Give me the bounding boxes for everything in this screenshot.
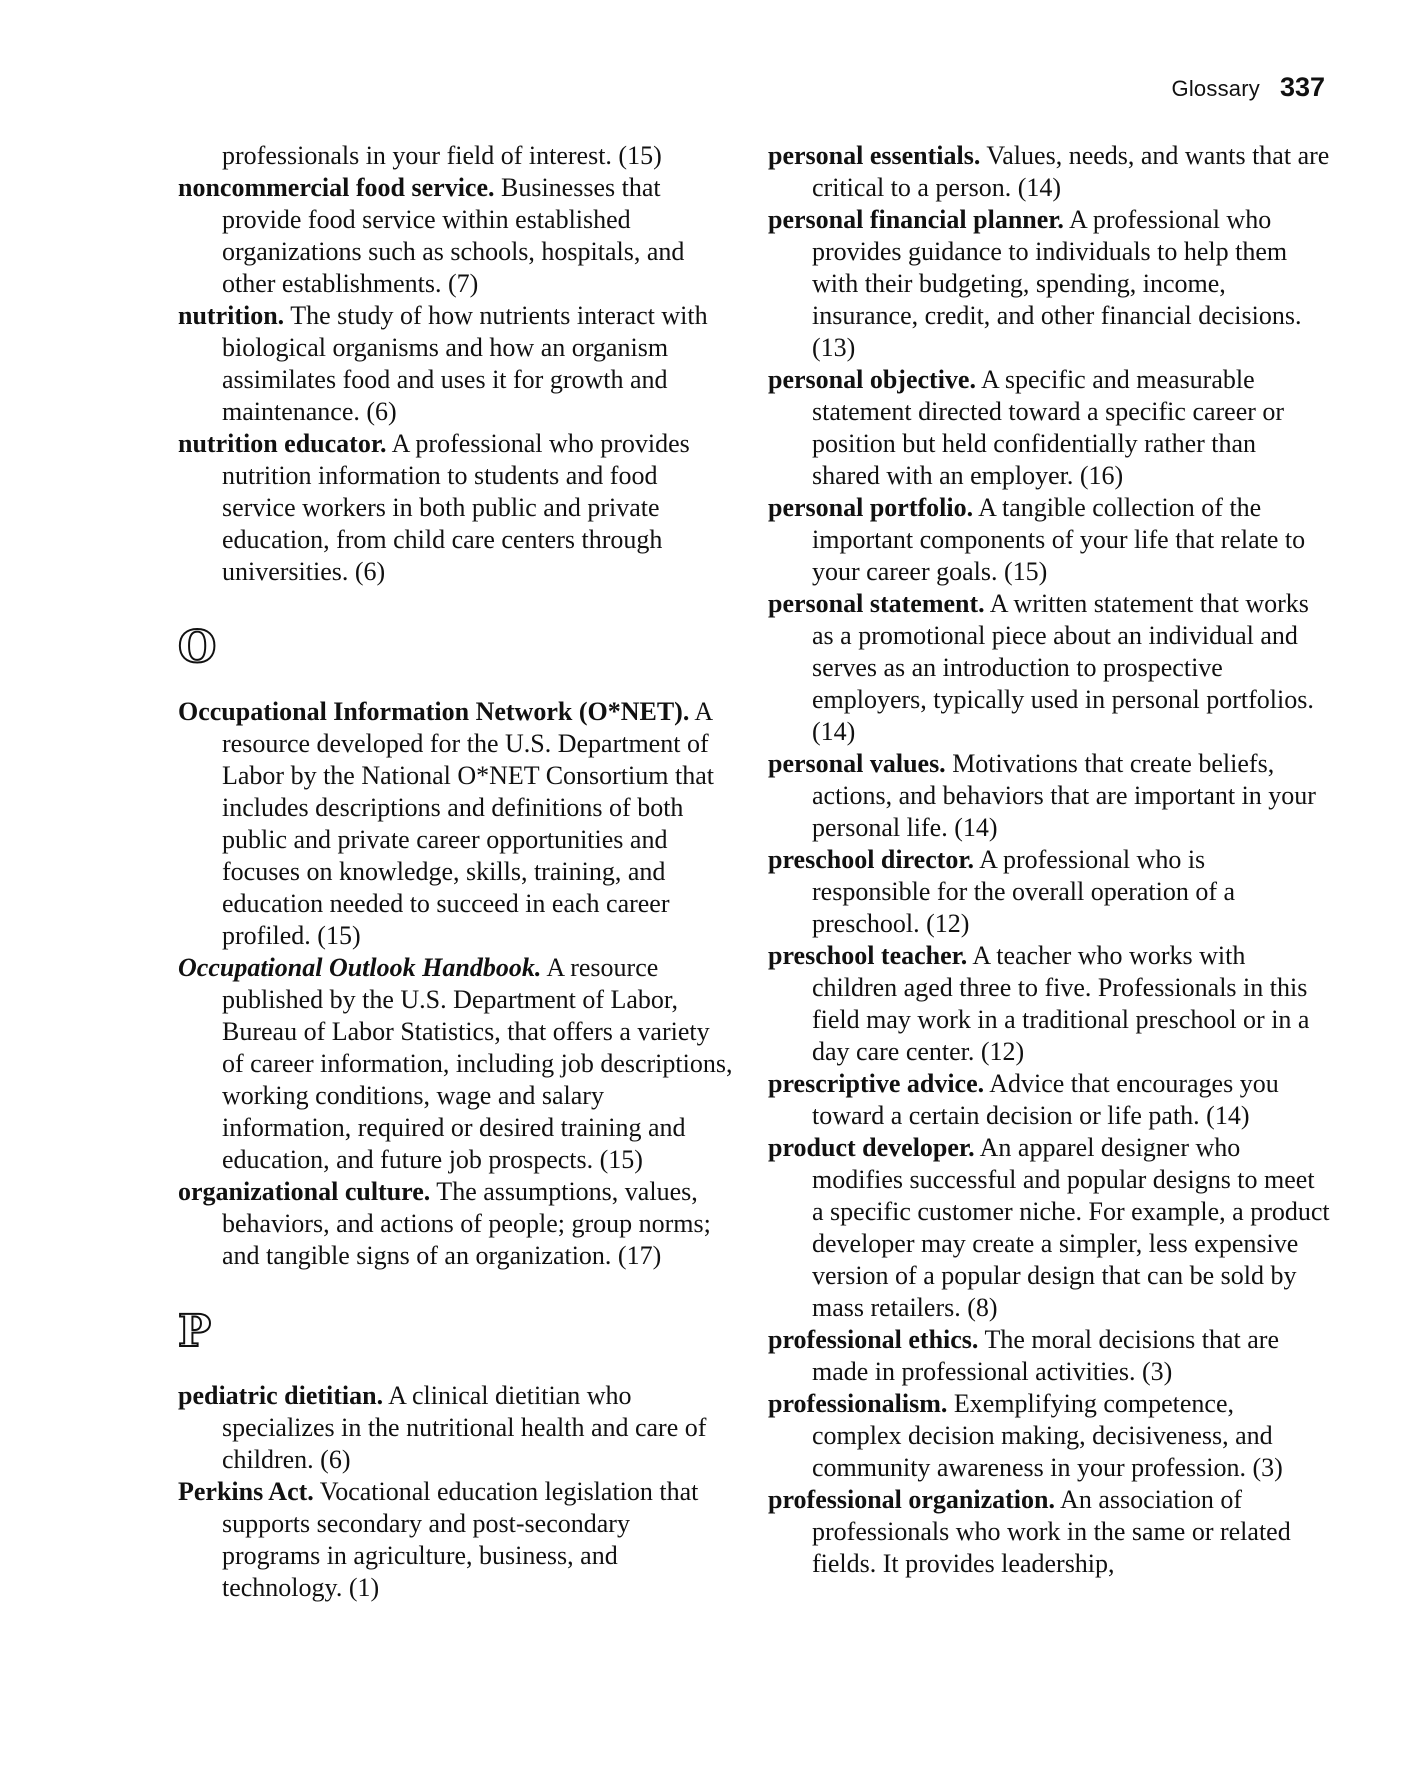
glossary-entry	[178, 952, 734, 1176]
glossary-term: prescriptive advice.	[768, 1069, 985, 1098]
running-head	[1172, 72, 1325, 103]
glossary-definition: A written statement that works as a promotional piece about an individual and serves as an introduction to prospective employers, typically used in personal portfolios. (14)	[812, 589, 1314, 746]
glossary-definition: The moral decisions that are made in professional activities. (3)	[812, 1325, 1280, 1386]
glossary-definition: professionals in your field of interest. (15)	[222, 141, 662, 170]
glossary-entry	[768, 364, 1330, 492]
glossary-definition: Businesses that provide food service within established organizations such as schools, hospitals, and other establishments. (7)	[222, 173, 685, 298]
glossary-definition: A resource published by the U.S. Department of Labor, Bureau of Labor Statistics, that offers a variety of career information, including job descriptions, working conditions, wage and salary information, required or desired training and education, and future job prospects. (15)	[222, 953, 733, 1174]
glossary-entry	[768, 1068, 1330, 1132]
glossary-definition: A clinical dietitian who specializes in the nutritional health and care of children. (6)	[222, 1381, 707, 1474]
glossary-term: professionalism.	[768, 1389, 948, 1418]
glossary-term: preschool teacher.	[768, 941, 968, 970]
section-letter-o: O	[178, 622, 217, 673]
glossary-definition: A teacher who works with children aged three to five. Professionals in this field may work in a traditional preschool or in a day care center. (12)	[812, 941, 1310, 1066]
glossary-definition: Exemplifying competence, complex decision making, decisiveness, and community awareness in your profession. (3)	[812, 1389, 1283, 1482]
glossary-definition: A tangible collection of the important components of your life that relate to your career goals. (15)	[812, 493, 1306, 586]
glossary-definition: Vocational education legislation that supports secondary and post-secondary programs in agriculture, business, and technology. (1)	[222, 1477, 699, 1602]
glossary-term: personal portfolio.	[768, 493, 974, 522]
right-column	[768, 140, 1330, 1580]
glossary-definition: Advice that encourages you toward a certain decision or life path. (14)	[812, 1069, 1279, 1130]
glossary-definition: A professional who is responsible for the overall operation of a preschool. (12)	[812, 845, 1236, 938]
glossary-definition: An apparel designer who modifies successful and popular designs to meet a specific customer niche. For example, a product developer may create a simpler, less expensive version of a popular design that can be sold by mass retailers. (8)	[812, 1133, 1330, 1322]
glossary-entry	[768, 844, 1330, 940]
left-column	[178, 140, 734, 1604]
glossary-entry	[178, 696, 734, 952]
glossary-term: Perkins Act.	[178, 1477, 314, 1506]
glossary-entry	[768, 940, 1330, 1068]
glossary-entry	[768, 492, 1330, 588]
glossary-entry	[768, 140, 1330, 204]
glossary-definition: A professional who provides guidance to individuals to help them with their budgeting, spending, income, insurance, credit, and other financial decisions. (13)	[812, 205, 1302, 362]
glossary-term: noncommercial food service.	[178, 173, 495, 202]
glossary-entry	[178, 1380, 734, 1476]
glossary-term: personal values.	[768, 749, 946, 778]
glossary-definition: The study of how nutrients interact with biological organisms and how an organism assimilates food and uses it for growth and maintenance. (6)	[222, 301, 708, 426]
glossary-entry	[178, 1476, 734, 1604]
glossary-term: personal essentials.	[768, 141, 981, 170]
glossary-definition: A resource developed for the U.S. Department of Labor by the National O*NET Consortium that includes descriptions and definitions of both public and private career opportunities and focuses on knowledge, skills, training, and education needed to succeed in each career profiled. (15)	[222, 697, 714, 950]
glossary-term: personal objective.	[768, 365, 976, 394]
glossary-term: personal financial planner.	[768, 205, 1064, 234]
glossary-term: product developer.	[768, 1133, 975, 1162]
glossary-definition: A specific and measurable statement directed toward a specific career or position but held confidentially rather than shared with an employer. (16)	[812, 365, 1285, 490]
glossary-entry	[768, 1484, 1330, 1580]
page-number: 337	[1279, 72, 1325, 102]
glossary-entry	[178, 428, 734, 588]
glossary-term: personal statement.	[768, 589, 985, 618]
glossary-term: Occupational Information Network (O*NET).	[178, 697, 690, 726]
glossary-definition: Values, needs, and wants that are critical to a person. (14)	[812, 141, 1330, 202]
section-title: Glossary	[1171, 76, 1260, 101]
glossary-term: professional organization.	[768, 1485, 1055, 1514]
glossary-entry	[178, 1176, 734, 1272]
glossary-term: Occupational Outlook Handbook.	[178, 953, 542, 982]
glossary-entry	[768, 1388, 1330, 1484]
glossary-definition: The assumptions, values, behaviors, and actions of people; group norms; and tangible signs of an organization. (17)	[222, 1177, 711, 1270]
glossary-term: nutrition educator.	[178, 429, 387, 458]
glossary-entry	[178, 300, 734, 428]
glossary-entry	[768, 1132, 1330, 1324]
glossary-term: nutrition.	[178, 301, 285, 330]
glossary-term: pediatric dietitian.	[178, 1381, 384, 1410]
glossary-term: professional ethics.	[768, 1325, 979, 1354]
glossary-entry	[768, 588, 1330, 748]
glossary-definition: A professional who provides nutrition information to students and food service workers in both public and private education, from child care centers through universities. (6)	[222, 429, 690, 586]
section-letter-p: P	[178, 1306, 212, 1357]
glossary-definition: Motivations that create beliefs, actions, and behaviors that are important in your personal life. (14)	[812, 749, 1316, 842]
glossary-entry	[768, 748, 1330, 844]
glossary-definition: An association of professionals who work in the same or related fields. It provides leadership,	[812, 1485, 1291, 1578]
glossary-entry	[768, 1324, 1330, 1388]
glossary-entry	[768, 204, 1330, 364]
glossary-term: organizational culture.	[178, 1177, 431, 1206]
glossary-term: preschool director.	[768, 845, 975, 874]
glossary-entry-continuation	[178, 140, 734, 172]
glossary-entry	[178, 172, 734, 300]
